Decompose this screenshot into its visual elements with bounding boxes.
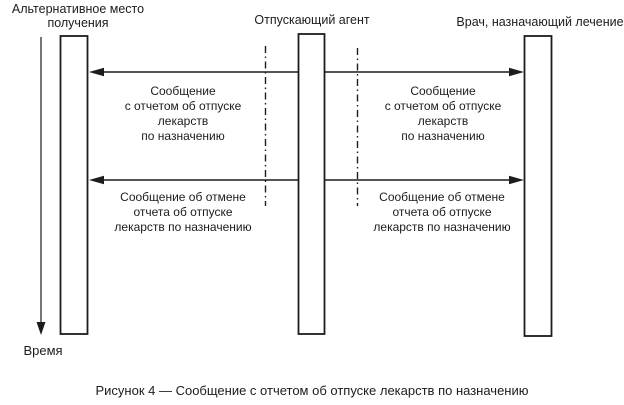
participant-label-alternative-place — [0, 2, 156, 30]
message-report-arrowhead-right — [509, 68, 524, 77]
message-label-line: отчета об отпуске — [392, 205, 492, 219]
message-label-line: с отчетом об отпуске — [124, 99, 242, 113]
message-label-line: Сообщение — [150, 84, 216, 98]
message-label-line: Сообщение об отмене — [379, 190, 505, 204]
message-label-line: лекарств по назначению — [114, 220, 252, 234]
message-report-label-left — [103, 84, 263, 144]
message-label-line: по назначению — [401, 129, 485, 143]
message-label-line: отчета об отпуске — [133, 205, 233, 219]
message-label-line: лекарств по назначению — [373, 220, 511, 234]
message-cancel-label-left — [102, 190, 264, 235]
message-cancel-label-right — [361, 190, 523, 235]
message-label-line: лекарств — [417, 114, 469, 128]
message-label-line: по назначению — [141, 129, 225, 143]
message-report-arrowhead-left — [89, 68, 104, 77]
participant-label-line: Альтернативное место — [11, 2, 145, 16]
participant-label-line: Отпускающий агент — [254, 13, 370, 27]
participant-label-prescribing-physician — [450, 15, 624, 29]
time-axis-arrowhead — [37, 322, 46, 335]
message-label-line: Сообщение — [410, 84, 476, 98]
time-axis-label: Время — [23, 343, 63, 358]
participant-label-line: получения — [47, 16, 109, 30]
activation-bar-prescribing-physician — [525, 36, 552, 336]
activation-bar-dispensing-agent — [299, 34, 325, 334]
participant-label-dispensing-agent — [232, 13, 392, 27]
activation-bar-alternative-place — [61, 36, 88, 334]
message-label-line: с отчетом об отпуске — [384, 99, 502, 113]
message-label-line: лекарств — [157, 114, 209, 128]
message-report-label-right — [363, 84, 523, 144]
message-label-line: Сообщение об отмене — [120, 190, 246, 204]
figure-caption: Рисунок 4 — Сообщение с отчетом об отпуске лекарств по назначению — [95, 383, 529, 398]
message-cancel-arrowhead-left — [89, 176, 104, 185]
participant-label-line: Врач, назначающий лечение — [456, 15, 624, 29]
message-cancel-arrowhead-right — [509, 176, 524, 185]
